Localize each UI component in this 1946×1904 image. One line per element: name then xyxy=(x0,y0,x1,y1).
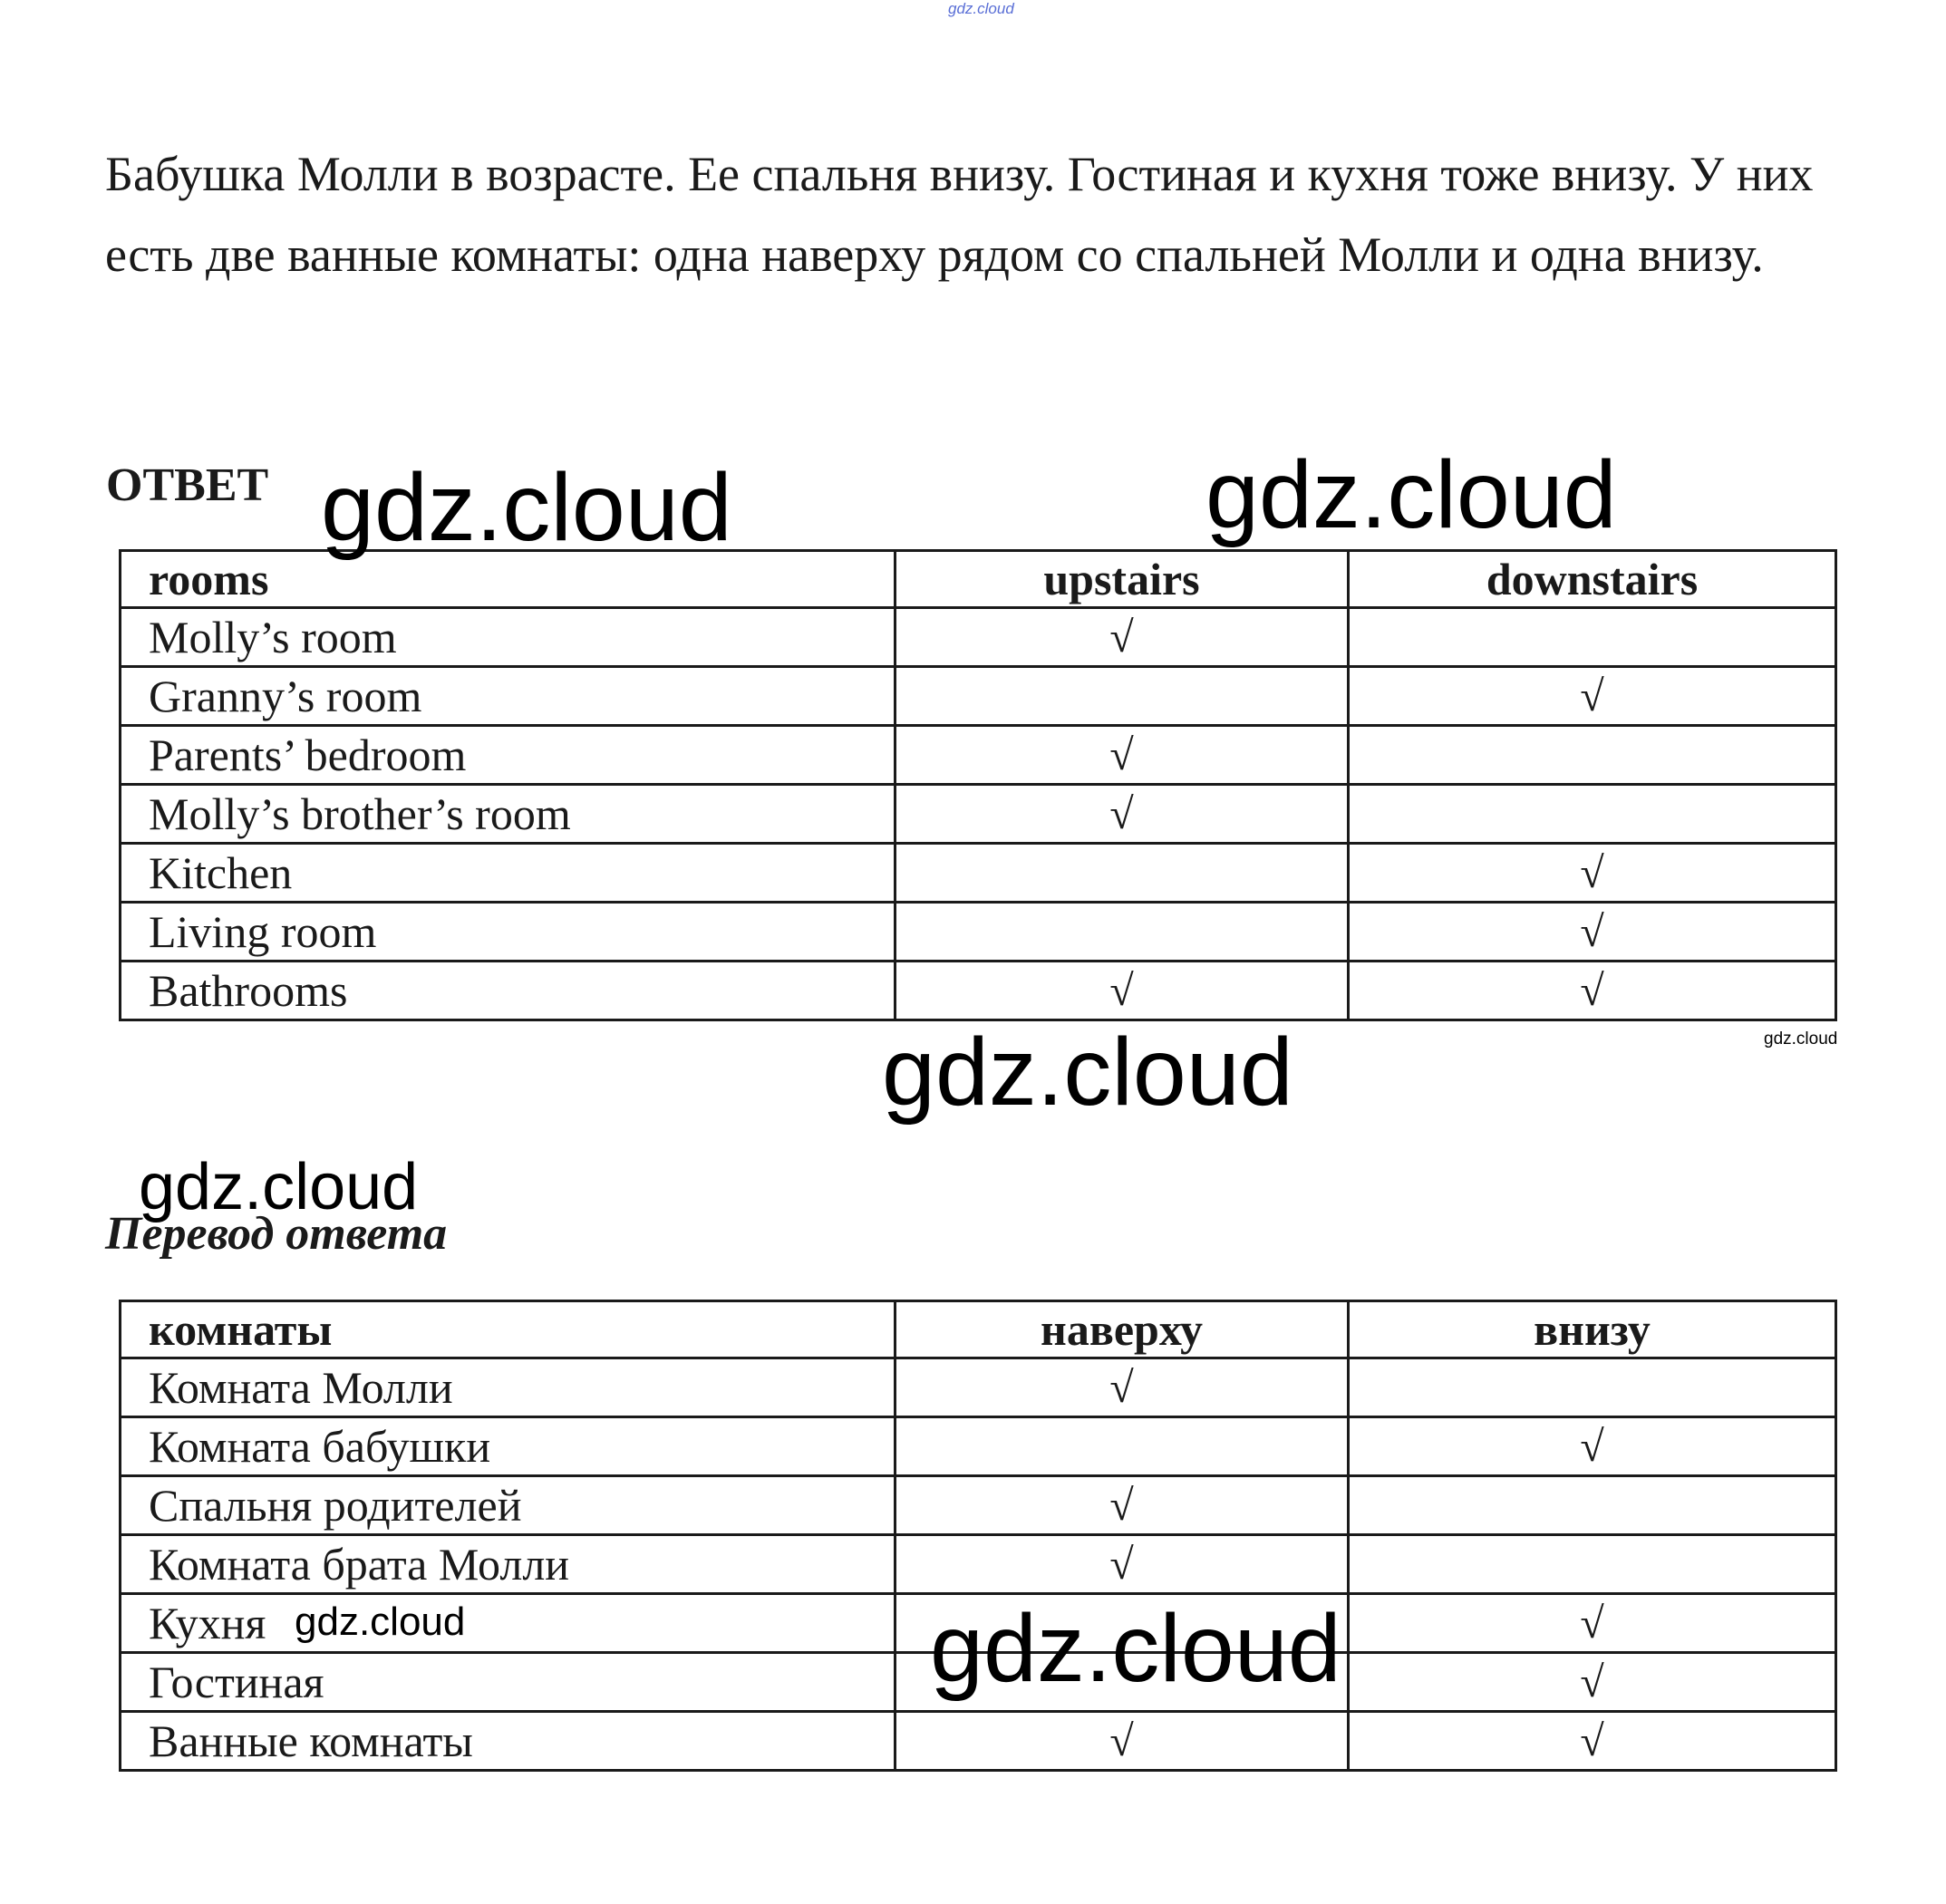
check-mark: √ xyxy=(1580,1423,1604,1471)
downstairs-check-cell xyxy=(1349,1535,1836,1594)
table-row xyxy=(121,1535,1836,1594)
downstairs-check-cell xyxy=(1349,1476,1836,1535)
check-mark: √ xyxy=(1109,790,1134,838)
check-mark: √ xyxy=(1580,672,1604,720)
upstairs-check-cell xyxy=(896,1712,1349,1771)
room-name-cell: Kitchen xyxy=(121,844,896,903)
upstairs-check-cell xyxy=(896,1535,1349,1594)
column-header-upstairs: upstairs xyxy=(896,551,1349,608)
upstairs-check-cell xyxy=(896,667,1349,726)
watermark: gdz.cloud xyxy=(295,1600,466,1644)
table-row xyxy=(121,1358,1836,1417)
upstairs-check-cell xyxy=(896,1476,1349,1535)
room-name-cell: Living room xyxy=(121,903,896,962)
room-name-cell: Granny’s room xyxy=(121,667,896,726)
table-row xyxy=(121,844,1836,903)
room-name-cell: Parents’ bedroom xyxy=(121,726,896,785)
table-row xyxy=(121,903,1836,962)
column-header-downstairs: downstairs xyxy=(1349,551,1836,608)
downstairs-check-cell xyxy=(1349,844,1836,903)
downstairs-check-cell xyxy=(1349,1358,1836,1417)
table-row xyxy=(121,608,1836,667)
upstairs-check-cell xyxy=(896,785,1349,844)
upstairs-check-cell xyxy=(896,726,1349,785)
check-mark: √ xyxy=(1580,1600,1604,1648)
downstairs-check-cell xyxy=(1349,962,1836,1020)
room-name-cell: Кухня xyxy=(121,1594,896,1653)
downstairs-check-cell xyxy=(1349,726,1836,785)
table-row xyxy=(121,962,1836,1020)
small-watermark: gdz.cloud xyxy=(1764,1029,1838,1049)
table-row xyxy=(121,726,1836,785)
room-name-cell: Комната бабушки xyxy=(121,1417,896,1476)
column-header-upstairs: наверху xyxy=(896,1301,1349,1358)
task-paragraph: Бабушка Молли в возрасте. Ее спальня внизу. Гостиная и кухня тоже внизу. У них есть две ванные комнаты: одна наверху рядом со спальней Молли и одна внизу. xyxy=(105,147,1814,282)
upstairs-check-cell xyxy=(896,844,1349,903)
answer-table xyxy=(119,549,1837,1021)
check-mark: √ xyxy=(1580,908,1604,956)
downstairs-check-cell xyxy=(1349,667,1836,726)
downstairs-check-cell xyxy=(1349,1417,1836,1476)
column-header-rooms: комнаты xyxy=(121,1301,896,1358)
room-name-cell: Комната Молли xyxy=(121,1358,896,1417)
upstairs-check-cell xyxy=(896,1358,1349,1417)
downstairs-check-cell xyxy=(1349,1653,1836,1712)
room-name-cell: Комната брата Молли xyxy=(121,1535,896,1594)
table-row xyxy=(121,667,1836,726)
check-mark: √ xyxy=(1109,1717,1134,1765)
column-header-rooms: rooms xyxy=(121,551,896,608)
watermark: gdz.cloud xyxy=(139,1151,419,1223)
table-row xyxy=(121,785,1836,844)
check-mark: √ xyxy=(1109,1482,1134,1530)
watermark: gdz.cloud xyxy=(321,454,732,561)
upstairs-check-cell xyxy=(896,1417,1349,1476)
room-name-cell: Molly’s brother’s room xyxy=(121,785,896,844)
check-mark: √ xyxy=(1580,967,1604,1015)
check-mark: √ xyxy=(1109,1541,1134,1589)
upstairs-check-cell xyxy=(896,962,1349,1020)
upstairs-check-cell xyxy=(896,608,1349,667)
downstairs-check-cell xyxy=(1349,785,1836,844)
check-mark: √ xyxy=(1109,731,1134,779)
room-name-cell: Molly’s room xyxy=(121,608,896,667)
downstairs-check-cell xyxy=(1349,1594,1836,1653)
check-mark: √ xyxy=(1580,849,1604,897)
room-name-cell: Bathrooms xyxy=(121,962,896,1020)
top-watermark: gdz.cloud xyxy=(948,0,1014,17)
check-mark: √ xyxy=(1580,1717,1604,1765)
downstairs-check-cell xyxy=(1349,1712,1836,1771)
column-header-downstairs: внизу xyxy=(1349,1301,1836,1358)
watermark: gdz.cloud xyxy=(1205,441,1617,548)
upstairs-check-cell xyxy=(896,903,1349,962)
downstairs-check-cell xyxy=(1349,903,1836,962)
check-mark: √ xyxy=(1580,1658,1604,1706)
table-header-row xyxy=(121,1301,1836,1358)
answer-heading: ОТВЕТ xyxy=(106,459,269,511)
table-row xyxy=(121,1417,1836,1476)
check-mark: √ xyxy=(1109,967,1134,1015)
downstairs-check-cell xyxy=(1349,608,1836,667)
watermark: gdz.cloud xyxy=(930,1595,1341,1702)
watermark: gdz.cloud xyxy=(882,1019,1293,1126)
table-row xyxy=(121,1712,1836,1771)
check-mark: √ xyxy=(1109,1364,1134,1412)
room-name-cell: Ванные комнаты xyxy=(121,1712,896,1771)
check-mark: √ xyxy=(1109,614,1134,662)
room-name-cell: Гостиная xyxy=(121,1653,896,1712)
table-row xyxy=(121,1476,1836,1535)
room-name-cell: Спальня родителей xyxy=(121,1476,896,1535)
translation-heading: Перевод ответа xyxy=(105,1208,448,1260)
